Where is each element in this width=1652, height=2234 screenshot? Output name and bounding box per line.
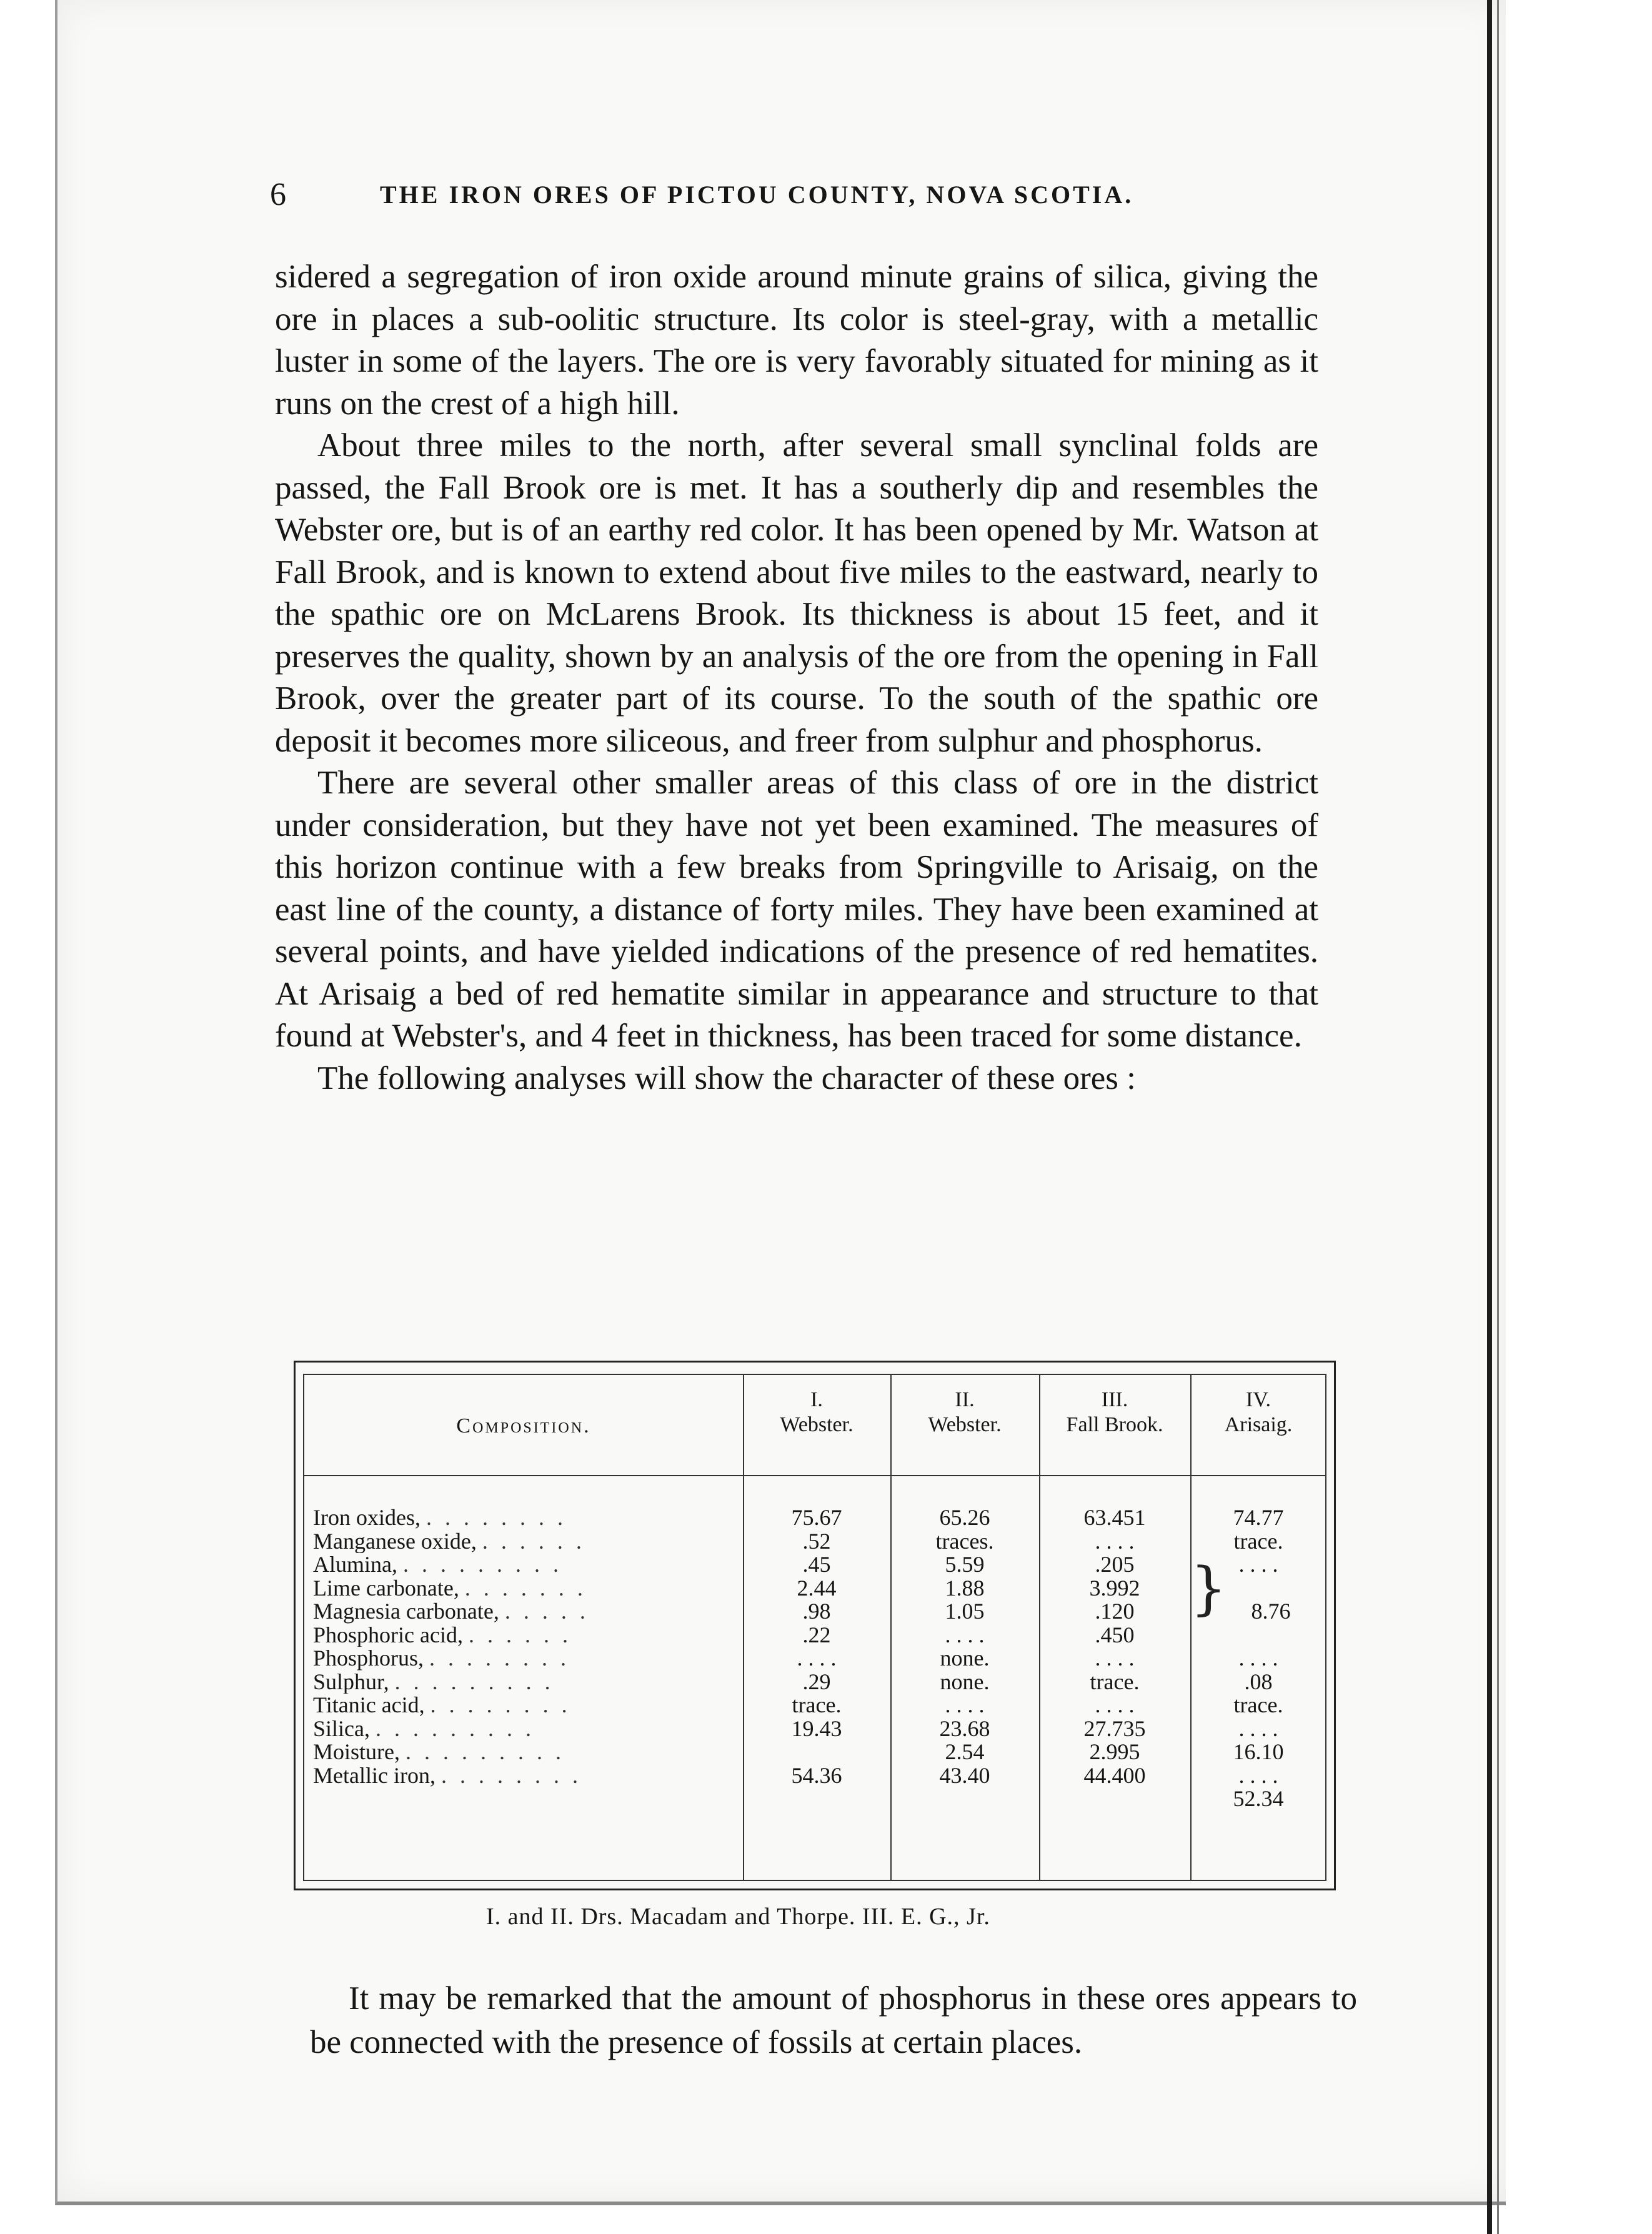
column-header-4 [1190, 1388, 1326, 1437]
table-cell: 1.88 [945, 1575, 985, 1601]
table-cell: 23.68 [939, 1715, 990, 1741]
analysis-table-inner [303, 1374, 1326, 1881]
table-row-label: Moisture, . . . . . . . . . [313, 1740, 565, 1764]
binding-edge [1487, 0, 1492, 2234]
column-header-3 [1039, 1388, 1190, 1437]
table-row-label: Magnesia carbonate, . . . . . [313, 1600, 589, 1624]
table-cell: 2.44 [797, 1575, 837, 1601]
table-cell: . . . . [945, 1692, 985, 1717]
table-row-label: Silica, . . . . . . . . . [313, 1717, 535, 1740]
table-cell: .98 [802, 1599, 831, 1624]
column-numeral: III. [1101, 1388, 1128, 1411]
table-cell: 43.40 [939, 1762, 990, 1788]
column-name: Webster. [780, 1413, 853, 1436]
table-cell: 19.43 [791, 1715, 842, 1741]
table-cell: traces. [935, 1528, 994, 1554]
paragraph-other-areas: There are several other smaller areas of this class of ore in the district under consideration, but they have not yet been examined. The measures of this horizon continue with a few breaks from Springville to Arisaig, on the east line of the county, a distance of forty miles. They have been examined at several points, and have yielded indications of the presence of red hematites. At Arisaig a bed of red hematite similar in appearance and structure to that found at Webster's, and 4 feet in thickness, has been traced for some distance. [275, 765, 1318, 1054]
column-name: Webster. [928, 1413, 1002, 1436]
table-cell: 3.992 [1089, 1575, 1140, 1601]
table-cell: .52 [802, 1528, 831, 1554]
table-cell: .22 [802, 1622, 831, 1647]
table-row-label: Titanic acid, . . . . . . . . [313, 1694, 571, 1717]
running-title: THE IRON ORES OF PICTOU COUNTY, NOVA SCOTIA. [380, 181, 1134, 209]
closing-text [310, 1977, 1357, 2064]
table-row-label: Phosphoric acid, . . . . . . [313, 1623, 572, 1647]
table-cell: 74.77 [1233, 1505, 1284, 1530]
analysis-table [294, 1361, 1336, 1890]
table-row-label: Phosphorus, . . . . . . . . [313, 1647, 570, 1671]
table-footnote: I. and II. Drs. Macadam and Thorpe. III. E. G., Jr. [486, 1904, 990, 1930]
paragraph-fall-brook: About three miles to the north, after several small synclinal folds are passed, the Fall Brook ore is met. It has a southerly dip and resembles the Webster ore, but is of an earthy red color. It has been opened by Mr. Watson at Fall Brook, and is known to extend about five miles to the eastward, nearly to the spathic ore on McLarens Brook. Its thickness is about 15 feet, and it preserves the quality, shown by an analysis of the ore from the opening in Fall Brook, over the greater part of its course. To the south of the spathic ore deposit it becomes more siliceous, and freer from sulphur and phosphorus. [275, 427, 1318, 759]
table-cell: 8.76 [1251, 1599, 1291, 1624]
table-header-rule [304, 1475, 1325, 1476]
column-numeral: IV. [1246, 1388, 1271, 1411]
table-cell: . . . . [1238, 1646, 1278, 1671]
column-name: Arisaig. [1224, 1413, 1293, 1436]
table-cell: trace. [1233, 1528, 1283, 1554]
table-cell: none. [940, 1669, 990, 1694]
table-cell: trace. [1233, 1692, 1283, 1717]
table-row-label: Manganese oxide, . . . . . . [313, 1529, 585, 1553]
composition-labels [313, 1506, 725, 1787]
table-cell: .120 [1095, 1599, 1135, 1624]
paragraph-analyses-intro: The following analyses will show the character of these ores : [317, 1060, 1136, 1096]
table-cell: . . . . [1095, 1692, 1135, 1717]
table-cell: none. [940, 1646, 990, 1671]
table-cell: . . . . [1238, 1715, 1278, 1741]
table-cell: 2.995 [1089, 1739, 1140, 1764]
table-cell: 54.36 [791, 1762, 842, 1788]
column-header-2 [890, 1388, 1039, 1437]
table-row-label: Iron oxides, . . . . . . . . [313, 1506, 567, 1530]
table-cell: . . . . [1238, 1552, 1278, 1577]
composition-header: Composition. [456, 1414, 591, 1437]
column-name: Fall Brook. [1066, 1413, 1163, 1436]
column-numeral: II. [955, 1388, 975, 1411]
table-cell: . . . . [945, 1622, 985, 1647]
table-cell: 52.34 [1233, 1786, 1284, 1811]
table-cell: . . . . [1095, 1646, 1135, 1671]
table-cell: .450 [1095, 1622, 1135, 1647]
table-cell: 75.67 [791, 1505, 842, 1530]
values-arisaig [1190, 1506, 1326, 1811]
body-text [275, 256, 1318, 1100]
table-cell: 44.400 [1083, 1762, 1146, 1788]
table-cell: .08 [1244, 1669, 1273, 1694]
table-cell: trace. [792, 1692, 842, 1717]
values-webster-2 [890, 1506, 1039, 1787]
table-row-label: Alumina, . . . . . . . . . [313, 1553, 562, 1577]
table-cell: 1.05 [945, 1599, 985, 1624]
table-cell: . . . . [797, 1646, 837, 1671]
table-cell: 2.54 [945, 1739, 985, 1764]
table-row-label: Lime carbonate, . . . . . . . [313, 1576, 587, 1600]
table-cell: trace. [1090, 1669, 1140, 1694]
table-cell: .29 [802, 1669, 831, 1694]
table-cell: .45 [802, 1552, 831, 1577]
table-cell: 63.451 [1083, 1505, 1146, 1530]
running-head [270, 176, 1195, 220]
table-cell: 65.26 [939, 1505, 990, 1530]
paragraph-phosphorus: It may be remarked that the amount of phosphorus in these ores appears to be connected with the presence of fossils at certain places. [310, 1980, 1357, 2060]
table-cell: 27.735 [1083, 1715, 1146, 1741]
column-numeral: I. [810, 1388, 823, 1411]
page-number: 6 [270, 177, 286, 212]
table-row-label: Metallic iron, . . . . . . . . [313, 1764, 582, 1787]
values-webster-1 [743, 1506, 890, 1787]
table-cell: .205 [1095, 1552, 1135, 1577]
values-fall-brook [1039, 1506, 1190, 1787]
table-row-label: Sulphur, . . . . . . . . . [313, 1670, 554, 1694]
binding-edge-shadow [1497, 0, 1499, 2234]
table-cell [1190, 1624, 1326, 1647]
brace-icon: } [1190, 1555, 1227, 1622]
table-cell: . . . . [1095, 1528, 1135, 1554]
table-cell [743, 1740, 890, 1764]
paragraph-continued: sidered a segregation of iron oxide around minute grains of silica, giving the ore in places a sub-oolitic structure. Its color is steel-gray, with a metallic luster in some of the layers. The ore is very favorably situated for mining as it runs on the crest of a high hill. [275, 259, 1318, 422]
table-cell: 5.59 [945, 1552, 985, 1577]
table-cell: 16.10 [1233, 1739, 1284, 1764]
table-cell: . . . . [1238, 1762, 1278, 1788]
column-header-1 [743, 1388, 890, 1437]
